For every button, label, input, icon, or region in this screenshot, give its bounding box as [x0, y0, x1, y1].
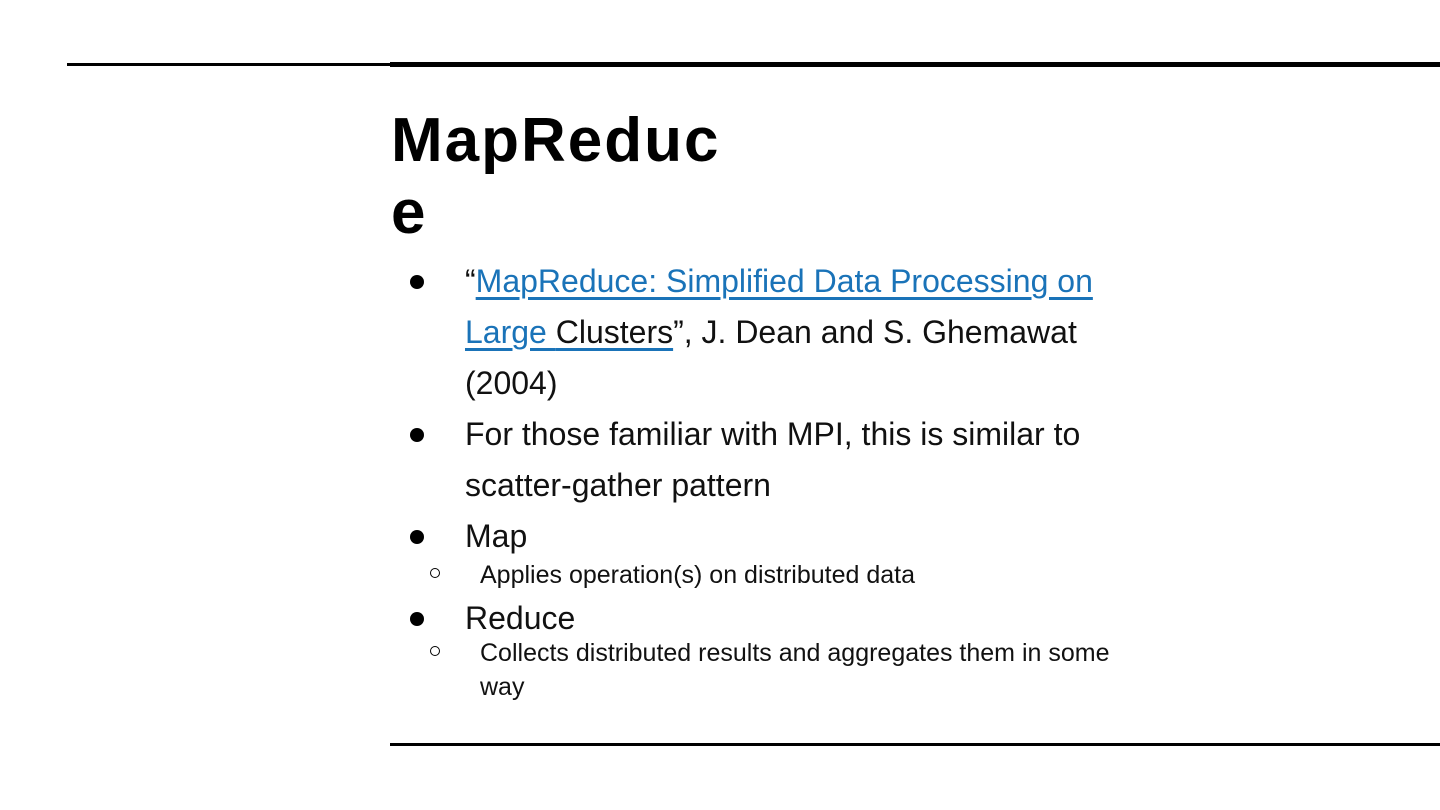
paper-link-tail[interactable]: Clusters [555, 314, 674, 350]
map-label: Map [465, 518, 528, 554]
map-detail-item [408, 558, 1148, 592]
bullet-list [408, 256, 1148, 704]
map-detail-text: Applies operation(s) on distributed data [480, 561, 915, 589]
paper-link[interactable]: MapReduce: Simplified Data Processing on Large [465, 263, 1093, 350]
reduce-detail-text: Collects distributed results and aggregates them in some way [480, 639, 1110, 701]
bullet-map [408, 511, 1148, 562]
mpi-note-text: For those familiar with MPI, this is similar to scatter-gather pattern [465, 416, 1081, 503]
map-sub-list [408, 558, 1148, 592]
slide-title: MapReduce [391, 106, 721, 247]
reduce-label: Reduce [465, 600, 576, 636]
bullet-dot [410, 612, 424, 626]
bullet-dot [410, 275, 424, 289]
header-rule-left [67, 63, 390, 66]
map-sub-container [408, 558, 1148, 592]
open-quote: “ [465, 263, 476, 299]
reduce-detail-item [408, 636, 1148, 704]
bullet-mpi-note [408, 409, 1148, 511]
reduce-sub-container [408, 636, 1148, 704]
header-rule [390, 62, 1440, 67]
sub-bullet-ring [430, 568, 440, 578]
bullet-dot [410, 530, 424, 544]
footer-rule [390, 743, 1440, 746]
sub-bullet-ring [430, 646, 440, 656]
bullet-dot [410, 428, 424, 442]
reduce-sub-list [408, 636, 1148, 704]
citation-authors: ”, J. Dean and S. Ghemawat (2004) [465, 314, 1077, 401]
bullet-citation [408, 256, 1148, 409]
